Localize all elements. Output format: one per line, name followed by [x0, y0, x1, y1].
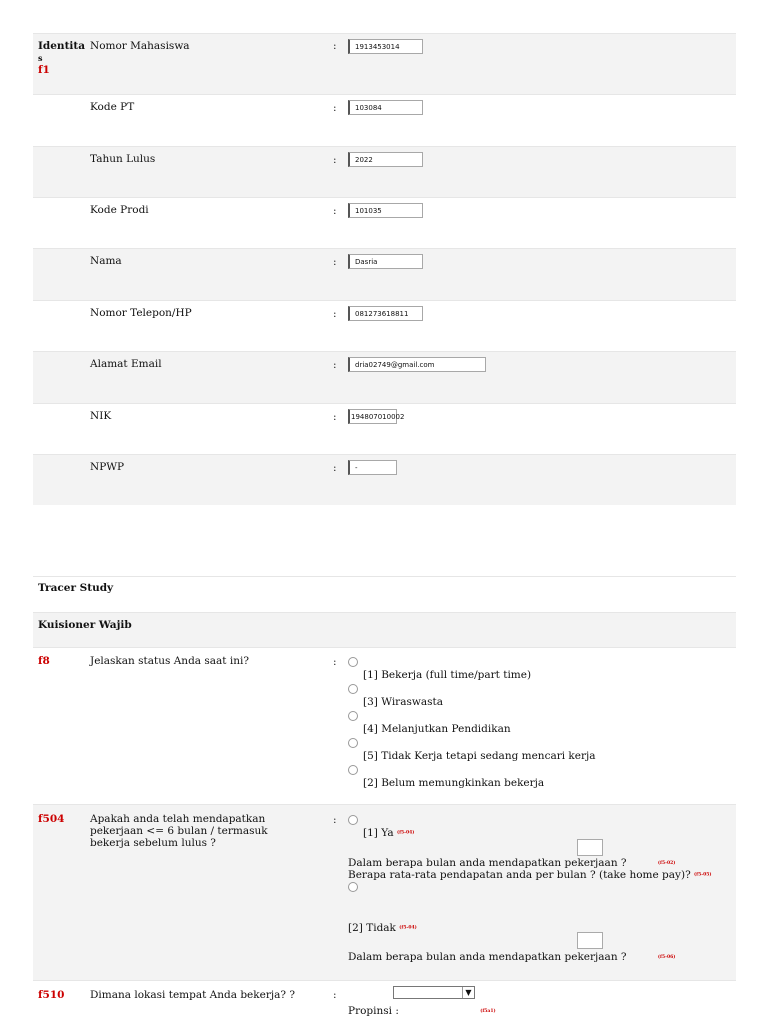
identity-code-line1: Identita [38, 40, 86, 52]
f504-question: Apakah anda telah mendapatkan pekerjaan <= 6 bulan / termasuk bekerja sebelum lulus ? [90, 813, 268, 849]
f504-tag-tidak: (f5-04) [399, 925, 417, 931]
identity-code-f1: f1 [38, 64, 50, 76]
f8-code [38, 655, 50, 667]
colon: : [333, 154, 337, 166]
f504-radio-tidak[interactable] [348, 882, 358, 892]
f8-code-text: f8 [38, 655, 50, 667]
colon: : [333, 462, 337, 474]
f504-bulan-question [348, 857, 675, 869]
row-kode-pt [33, 94, 736, 147]
label-tahun-lulus: Tahun Lulus [90, 153, 156, 165]
colon: : [333, 359, 337, 371]
colon: : [333, 102, 337, 114]
label-kode-prodi: Kode Prodi [90, 204, 149, 216]
kode-pt-input[interactable]: 103084 [348, 100, 423, 115]
f504-bulan2-question [348, 951, 675, 963]
row-nomor-mahasiswa [33, 33, 736, 95]
row-tahun-lulus [33, 146, 736, 198]
label-npwp: NPWP [90, 461, 125, 473]
f8-question: Jelaskan status Anda saat ini? [90, 655, 249, 667]
f8-option-bekerja: [1] Bekerja (full time/part time) [363, 669, 532, 681]
colon: : [333, 205, 337, 217]
f504-radio-ya[interactable] [348, 815, 358, 825]
colon: : [333, 308, 337, 320]
identity-code-line2: s [38, 53, 43, 63]
nik-input[interactable]: 194807010002 [348, 409, 397, 424]
label-nik: NIK [90, 410, 112, 422]
f504-tag-ya: (f5-04) [396, 830, 415, 836]
f504-tag-bulan2: (f5-06) [657, 954, 676, 960]
f504-pendapatan-question [348, 869, 712, 881]
kode-prodi-input[interactable]: 101035 [348, 203, 423, 218]
npwp-input[interactable]: - [348, 460, 397, 475]
f510-code [38, 989, 64, 1001]
label-nomor-mahasiswa: Nomor Mahasiswa [90, 40, 190, 52]
label-nama: Nama [90, 255, 122, 267]
f504-code-text: f504 [38, 813, 65, 825]
f8-option-melanjutkan: [4] Melanjutkan Pendidikan [363, 723, 511, 735]
kuisioner-wajib-title: Kuisioner Wajib [38, 619, 132, 631]
row-telepon [33, 300, 736, 352]
f504-option-ya [363, 827, 414, 839]
row-f504 [33, 804, 736, 981]
f504-pendapatan-question-text: Berapa rata-rata pendapatan anda per bulan ? (take home pay)? [348, 869, 691, 881]
row-kode-prodi [33, 197, 736, 249]
f8-option-wiraswasta: [3] Wiraswasta [363, 696, 443, 708]
f504-tag-pendapatan: (f5-05) [694, 872, 712, 878]
f8-option-tidak-kerja: [5] Tidak Kerja tetapi sedang mencari kerja [363, 750, 596, 762]
f504-bulan-input[interactable] [577, 839, 603, 856]
f504-tag-bulan: (f5-02) [657, 860, 676, 866]
row-f8 [33, 647, 736, 805]
f8-radio-belum[interactable] [348, 765, 358, 775]
f510-propinsi-label: Propinsi : [348, 1005, 399, 1017]
f504-option-tidak-label: [2] Tidak [348, 922, 396, 934]
f8-radio-tidak-kerja[interactable] [348, 738, 358, 748]
row-email [33, 351, 736, 404]
f8-option-belum: [2] Belum memungkinkan bekerja [363, 777, 545, 789]
colon: : [333, 814, 337, 826]
f8-radio-melanjutkan[interactable] [348, 711, 358, 721]
row-f510 [33, 980, 736, 1025]
tahun-lulus-input[interactable]: 2022 [348, 152, 423, 167]
row-nama [33, 248, 736, 301]
f504-bulan-question-text: Dalam berapa bulan anda mendapatkan pekerjaan ? [348, 857, 627, 869]
identity-code [38, 40, 85, 76]
f510-question: Dimana lokasi tempat Anda bekerja? ? [90, 989, 295, 1001]
f504-option-tidak [348, 922, 417, 934]
colon: : [333, 256, 337, 268]
nama-input[interactable]: Dasria [348, 254, 423, 269]
label-telepon: Nomor Telepon/HP [90, 307, 192, 319]
chevron-down-icon[interactable]: ▼ [462, 987, 474, 998]
row-nik [33, 403, 736, 455]
f8-radio-wiraswasta[interactable] [348, 684, 358, 694]
label-kode-pt: Kode PT [90, 101, 135, 113]
f504-option-ya-label: [1] Ya [363, 827, 394, 839]
telepon-input[interactable]: 081273618811 [348, 306, 423, 321]
tracer-study-title: Tracer Study [38, 582, 114, 594]
colon: : [333, 989, 337, 1001]
nomor-mahasiswa-input[interactable]: 1913453014 [348, 39, 423, 54]
label-email: Alamat Email [90, 358, 162, 370]
tracer-study-header [33, 576, 736, 613]
f504-code [38, 813, 64, 825]
colon: : [333, 656, 337, 668]
f504-bulan2-question-text: Dalam berapa bulan anda mendapatkan pekerjaan ? [348, 951, 627, 963]
row-npwp [33, 454, 736, 505]
colon: : [333, 40, 337, 52]
f510-tag: (f5a1) [480, 1008, 496, 1014]
colon: : [333, 411, 337, 423]
f8-radio-bekerja[interactable] [348, 657, 358, 667]
f510-propinsi [348, 1005, 496, 1017]
email-input[interactable]: dria02749@gmail.com [348, 357, 486, 372]
f510-code-text: f510 [38, 989, 65, 1001]
f504-bulan2-input[interactable] [577, 932, 603, 949]
propinsi-select[interactable] [393, 986, 475, 999]
kuisioner-wajib-header [33, 612, 736, 648]
